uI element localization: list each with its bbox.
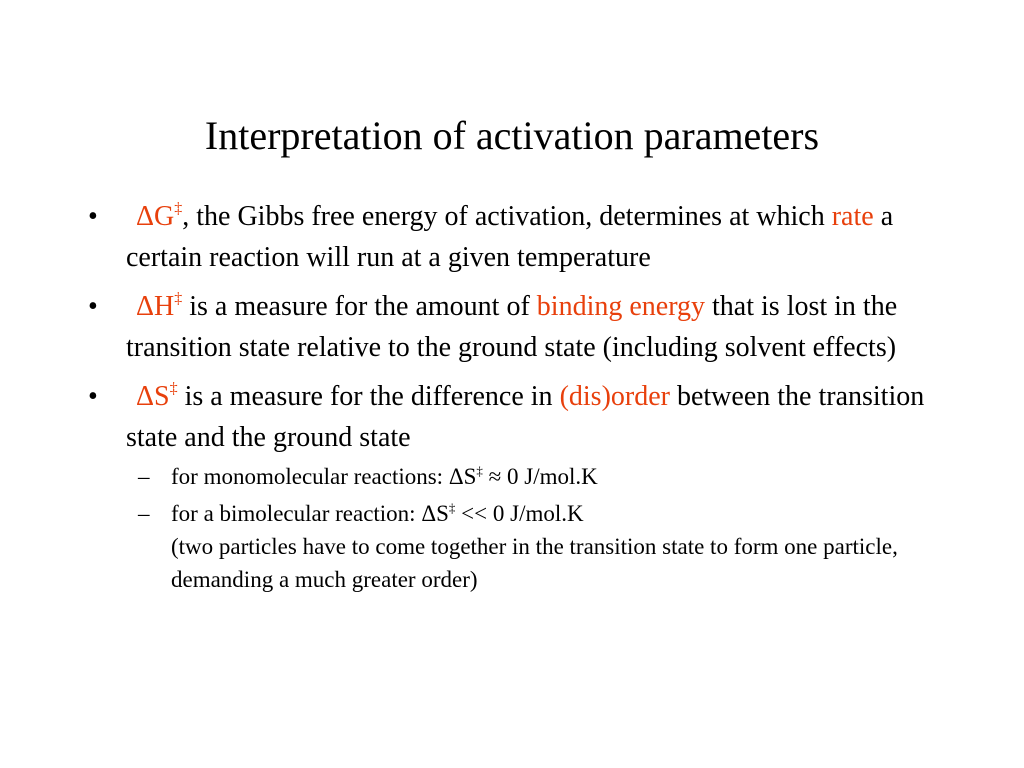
sub-bullet-text: for monomolecular reactions: ΔS: [171, 464, 477, 489]
bullet-text: is a measure for the amount of: [182, 291, 537, 322]
bullet-text: is a measure for the difference in: [177, 381, 560, 412]
delta-s-symbol: [136, 381, 178, 412]
bullet-text: that is lost in the transition state relative to the ground state (including solvent effects): [126, 291, 898, 363]
sub-bullet-marker: –: [138, 501, 150, 526]
delta-h-symbol: [136, 291, 182, 322]
slide-title: Interpretation of activation parameters: [204, 113, 820, 158]
sub-bullet-text: ≈ 0 J/mol.K: [482, 464, 598, 489]
bullet-delta-s: [88, 376, 948, 596]
bullet-delta-h: [88, 286, 948, 368]
double-dagger-sup: ‡: [169, 380, 178, 397]
bullet-list: [88, 196, 948, 604]
symbol-text: ΔS: [136, 381, 170, 412]
symbol-text: ΔG: [136, 201, 175, 232]
bullet-marker: •: [88, 201, 98, 232]
sub-bullet-text: << 0 J/mol.K: [455, 501, 584, 526]
bullet-text: a certain reaction will run at a given temperature: [126, 201, 894, 273]
bullet-delta-g: [88, 196, 948, 278]
symbol-text: ΔH: [136, 291, 175, 322]
bullet-marker: •: [88, 381, 98, 412]
double-dagger-sup: ‡: [174, 200, 183, 217]
double-dagger-sup: ‡: [448, 500, 456, 515]
bullet-text: between the transition state and the ground state: [126, 381, 925, 453]
sub-bullet-note: (two particles have to come together in the transition state to form one particle, demanding a much greater order): [171, 534, 898, 592]
highlight-rate: rate: [831, 201, 874, 232]
sub-bullet-marker: –: [138, 464, 150, 489]
sub-bullet-first-line: [171, 497, 948, 530]
double-dagger-sup: ‡: [174, 290, 183, 307]
sub-bullet-bimolecular: [126, 497, 948, 596]
bullet-marker: •: [88, 291, 98, 322]
sub-bullet-text: for a bimolecular reaction: ΔS: [171, 501, 449, 526]
highlight-binding-energy: binding energy: [536, 291, 706, 322]
sub-bullet-monomolecular: [126, 460, 948, 493]
sub-bullet-list: [126, 460, 948, 596]
highlight-disorder: (dis)order: [559, 381, 670, 412]
delta-g-symbol: [136, 201, 182, 232]
bullet-text: , the Gibbs free energy of activation, determines at which: [182, 201, 832, 232]
double-dagger-sup: ‡: [476, 463, 483, 478]
